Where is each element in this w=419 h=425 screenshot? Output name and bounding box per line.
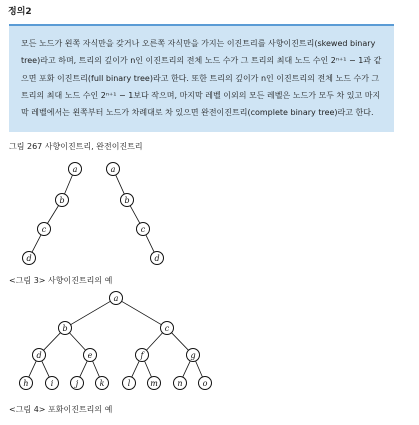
tree-node-c [137,223,150,236]
tree-edge [44,333,61,351]
node-label: a [110,164,116,174]
figure-caption-full: <그림 4> 포화이진트리의 예 [9,405,113,414]
node-label: k [99,378,105,388]
tree-edge [65,175,73,194]
node-label: c [164,323,170,333]
tree-edge [80,361,88,377]
tree-edge [47,206,58,224]
tree-node-o [199,377,212,390]
tree-edge [29,361,37,377]
tree-edge [32,235,41,252]
definition-title: 정의2 [8,7,32,17]
node-label: d [36,350,42,360]
tree-node-b [121,194,134,207]
node-label: e [87,350,93,360]
tree-edge [71,301,111,324]
tree-edge [146,235,154,252]
tree-node-e [84,349,97,362]
tree-node-j [71,377,84,390]
tree-edge [116,175,125,194]
node-label: f [140,350,144,360]
node-label: d [26,253,32,263]
figure-caption-skewed: <그림 3> 사향이진트리의 예 [9,276,113,285]
node-label: l [127,378,131,388]
tree-edge [69,333,85,350]
node-label: c [140,224,146,234]
node-label: a [113,293,119,303]
tree-node-h [20,377,33,390]
figure-caption-top: 그림 267 사향이진트리, 완전이진트리 [9,142,143,151]
tree-node-d [23,252,36,265]
tree-edge [146,333,162,350]
node-label: d [154,253,160,263]
tree-node-a [107,163,120,176]
tree-node-d [33,349,46,362]
tree-edge [132,361,140,377]
tree-node-c [38,223,51,236]
tree-node-b [56,194,69,207]
definition-text: 모든 노드가 왼쪽 자식만을 갖거나 오른쪽 자식만을 가지는 이진트리를 사향이진트리(skewed binary tree)라고 하며, 트리의 깊이가 n인 이진트리의 전체 노드 수가 그 트리의 최대 노드 수인 2ⁿ⁺¹ − 1과 같으면 포화 이진트리(full binary tree)라고 한다. 또한 트리의 깊이가 n인 이진트리의 전체 노드 수가 그 트리의 최대 노드 수인 2ⁿ⁺¹ − 1보다 작으며, 마지막 레벨 이외의 모든 레벨은 노드가 모두 차 있고 마지막 레벨에서는 왼쪽부터 노드가 차례대로 차 있으면 완전이진트리(complete binary tree)라고 한다. [21,39,382,118]
node-label: o [202,378,208,388]
node-label: b [124,195,130,205]
tree-node-k [96,377,109,390]
tree-edge [145,361,152,377]
node-label: n [177,378,183,388]
node-label: c [41,224,47,234]
tree-edge [172,333,189,351]
tree-node-g [187,349,200,362]
tree-edge [42,361,50,377]
node-label: b [59,195,65,205]
tree-node-c [161,322,174,335]
tree-node-a [69,163,82,176]
tree-node-f [136,349,149,362]
tree-node-i [46,377,59,390]
tree-node-n [174,377,187,390]
node-label: j [75,378,79,388]
node-label: a [72,164,78,174]
tree-edge [183,361,191,377]
node-label: m [150,378,158,388]
tree-node-d [151,252,164,265]
node-label: i [50,378,54,388]
tree-node-a [110,292,123,305]
tree-node-m [148,377,161,390]
tree-edge [93,361,100,377]
tree-edge [130,206,140,224]
tree-node-b [59,322,72,335]
tree-node-l [123,377,136,390]
tree-edge [122,301,162,324]
node-label: g [190,350,196,360]
tree-edge [196,361,203,377]
node-label: b [62,323,68,333]
node-label: h [23,378,29,388]
